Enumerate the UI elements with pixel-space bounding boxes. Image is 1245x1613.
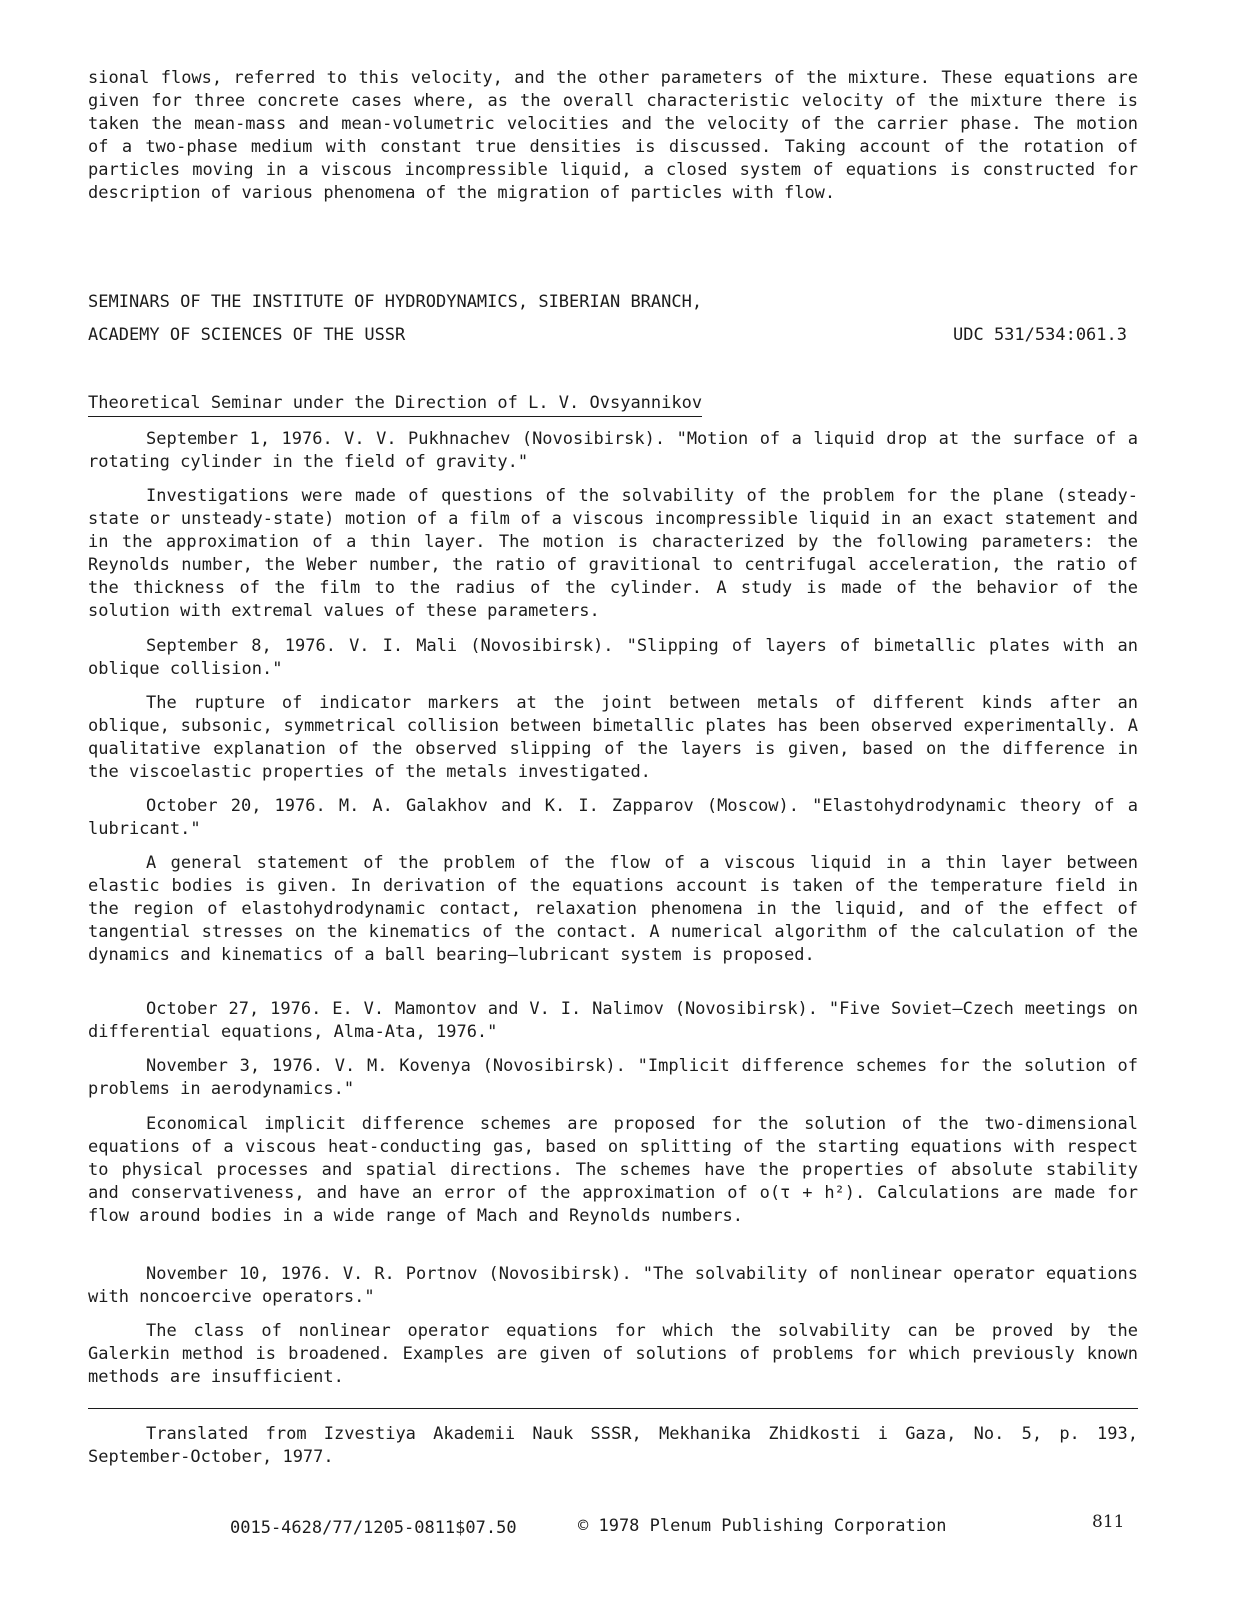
footer-code: 0015-4628/77/1205-0811$07.50	[230, 1518, 517, 1538]
udc-code: UDC 531/534:061.3	[953, 325, 1127, 345]
seminar-title: Theoretical Seminar under the Direction of L. V. Ovsyannikov	[88, 392, 702, 417]
footnote-rule	[88, 1408, 1138, 1409]
entry-header: November 3, 1976. V. M. Kovenya (Novosibirsk). "Implicit difference schemes for the solution of problems in aerodynamics."	[88, 1056, 1138, 1099]
entry-header: November 10, 1976. V. R. Portnov (Novosibirsk). "The solvability of nonlinear operator equations with noncoercive operators."	[88, 1264, 1138, 1307]
entry-header: October 27, 1976. E. V. Mamontov and V. I. Nalimov (Novosibirsk). "Five Soviet—Czech meetings on differential equations, Alma-Ata, 1976."	[88, 999, 1138, 1042]
entry-abstract: A general statement of the problem of the flow of a viscous liquid in a thin layer between elastic bodies is given. In derivation of the equations account is taken of the temperature field in the region of elastohydrodynamic contact, relaxation phenomena in the liquid, and of the effect of tangential stresses on the kinematics of the contact. A numerical algorithm of the calculation of the dynamics and kinematics of a ball bearing—lubricant system is proposed.	[88, 853, 1138, 965]
entry-abstract: The class of nonlinear operator equations for which the solvability can be proved by the Galerkin method is broadened. Examples are given of solutions of problems for which previously known methods are insufficient.	[88, 1321, 1138, 1387]
footer-copyright: © 1978 Plenum Publishing Corporation	[578, 1516, 947, 1536]
intro-paragraph: sional flows, referred to this velocity, and the other parameters of the mixture. These equations are given for three concrete cases where, as the overall characteristic velocity of the mixture there is taken the mean-mass and mean-volumetric velocities and the velocity of the carrier phase. The motion of a two-phase medium with constant true densities is discussed. Taking account of the rotation of particles moving in a viscous incompressible liquid, a closed system of equations is constructed for description of various phenomena of the migration of particles with flow.	[88, 68, 1138, 203]
entry-header: September 8, 1976. V. I. Mali (Novosibirsk). "Slipping of layers of bimetallic plates with an oblique collision."	[88, 636, 1138, 679]
entry-abstract: Investigations were made of questions of the solvability of the problem for the plane (steady-state or unsteady-state) motion of a film of a viscous incompressible liquid in an exact statement and in the approximation of a thin layer. The motion is characterized by the following parameters: the Reynolds number, the Weber number, the ratio of gravitional to centrifugal acceleration, the ratio of the thickness of the film to the radius of the cylinder. A study is made of the behavior of the solution with extremal values of these parameters.	[88, 486, 1138, 621]
section-heading-line1: SEMINARS OF THE INSTITUTE OF HYDRODYNAMICS, SIBERIAN BRANCH,	[88, 292, 703, 312]
entry-header: September 1, 1976. V. V. Pukhnachev (Novosibirsk). "Motion of a liquid drop at the surface of a rotating cylinder in the field of gravity."	[88, 429, 1138, 472]
translation-footnote: Translated from Izvestiya Akademii Nauk SSSR, Mekhanika Zhidkosti i Gaza, No. 5, p. 193, September-October, 1977.	[88, 1424, 1138, 1467]
entry-abstract: The rupture of indicator markers at the joint between metals of different kinds after an oblique, subsonic, symmetrical collision between bimetallic plates has been observed experimentally. A qualitative explanation of the observed slipping of the layers is given, based on the difference in the viscoelastic properties of the metals investigated.	[88, 693, 1138, 782]
entry-abstract: Economical implicit difference schemes are proposed for the solution of the two-dimensional equations of a viscous heat-conducting gas, based on splitting of the starting equations with respect to physical processes and spatial directions. The schemes have the properties of absolute stability and conservativeness, and have an error of the approximation of o(τ + h²). Calculations are made for flow around bodies in a wide range of Mach and Reynolds numbers.	[88, 1114, 1138, 1226]
page-number: 811	[1092, 1512, 1125, 1532]
section-heading-line2: ACADEMY OF SCIENCES OF THE USSR	[88, 325, 406, 345]
entry-header: October 20, 1976. M. A. Galakhov and K. I. Zapparov (Moscow). "Elastohydrodynamic theory of a lubricant."	[88, 796, 1138, 839]
